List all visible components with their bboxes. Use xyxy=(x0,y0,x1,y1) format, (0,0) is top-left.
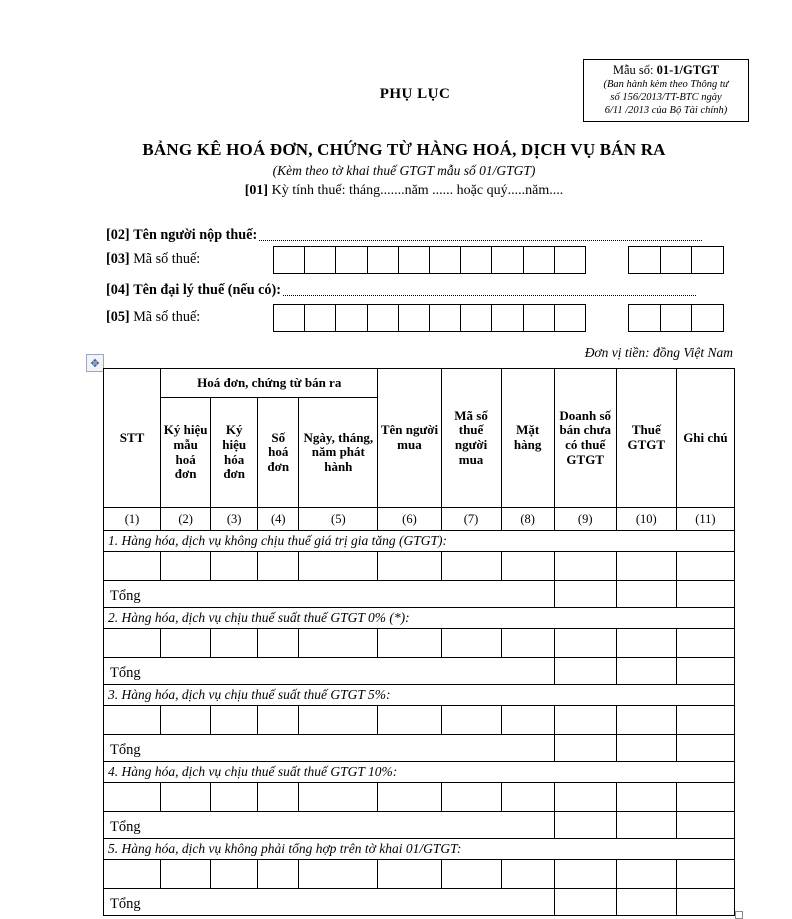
data-cell[interactable] xyxy=(378,706,441,735)
section-title: 1. Hàng hóa, dịch vụ không chịu thuế giá trị gia tăng (GTGT): xyxy=(104,531,735,552)
tax-code-box[interactable] xyxy=(660,304,693,332)
table-row xyxy=(104,860,735,889)
tax-code-1-label: [03] Mã số thuế: xyxy=(106,251,201,267)
data-cell[interactable] xyxy=(676,552,734,581)
column-number-row xyxy=(104,508,735,531)
col-number: (9) xyxy=(554,508,616,531)
data-cell[interactable] xyxy=(554,860,616,889)
data-cell[interactable] xyxy=(501,706,554,735)
form-issued-line-2: số 156/2013/TT-BTC ngày xyxy=(610,92,722,103)
taxpayer-name-label: [02] Tên người nộp thuế: xyxy=(106,227,258,243)
data-cell[interactable] xyxy=(299,629,378,658)
data-cell[interactable] xyxy=(104,552,161,581)
tax-code-box[interactable] xyxy=(660,246,693,274)
section-title: 5. Hàng hóa, dịch vụ không phải tổng hợp trên tờ khai 01/GTGT: xyxy=(104,839,735,860)
form-number-label: Mẫu số: xyxy=(612,63,654,77)
table-row xyxy=(104,783,735,812)
data-cell[interactable] xyxy=(211,706,258,735)
data-cell[interactable] xyxy=(211,629,258,658)
data-cell[interactable] xyxy=(554,783,616,812)
data-cell[interactable] xyxy=(676,706,734,735)
data-cell[interactable] xyxy=(501,629,554,658)
tax-code-box[interactable] xyxy=(523,304,556,332)
tax-code-box[interactable] xyxy=(691,246,724,274)
col-number: (5) xyxy=(299,508,378,531)
tax-code-box[interactable] xyxy=(554,246,587,274)
form-number-code: 01-1/GTGT xyxy=(656,63,720,77)
total-vat-cell[interactable] xyxy=(616,889,676,916)
tax-code-box[interactable] xyxy=(367,246,400,274)
form-issued-line-3: 6/11 /2013 của Bộ Tài chính) xyxy=(604,105,728,116)
col-number: (11) xyxy=(676,508,734,531)
total-row xyxy=(104,735,735,762)
tax-agent-name-label: [04] Tên đại lý thuế (nếu có): xyxy=(106,282,281,298)
table-row xyxy=(104,629,735,658)
data-cell[interactable] xyxy=(104,629,161,658)
data-cell[interactable] xyxy=(104,783,161,812)
tax-period-text: Kỳ tính thuế: tháng.......năm ...... hoặc quý.....năm.... xyxy=(271,183,564,198)
total-vat-cell[interactable] xyxy=(616,735,676,762)
total-revenue-cell[interactable] xyxy=(554,658,616,685)
table-move-handle[interactable] xyxy=(86,354,104,372)
data-cell[interactable] xyxy=(676,783,734,812)
data-cell[interactable] xyxy=(616,552,676,581)
data-cell[interactable] xyxy=(258,860,299,889)
col-header-invoice-group: Hoá đơn, chứng từ bán ra xyxy=(161,369,378,398)
tax-code-2-boxes-main xyxy=(273,304,586,332)
tax-code-box[interactable] xyxy=(335,246,368,274)
data-cell[interactable] xyxy=(161,706,211,735)
col-number: (7) xyxy=(441,508,501,531)
section-title: 4. Hàng hóa, dịch vụ chịu thuế suất thuế GTGT 10%: xyxy=(104,762,735,783)
tax-code-box[interactable] xyxy=(523,246,556,274)
tax-code-box[interactable] xyxy=(367,304,400,332)
col-number: (8) xyxy=(501,508,554,531)
col-header-invoice-number: Số hoá đơn xyxy=(258,398,299,508)
total-revenue-cell[interactable] xyxy=(554,889,616,916)
data-cell[interactable] xyxy=(258,552,299,581)
total-row xyxy=(104,658,735,685)
data-cell[interactable] xyxy=(676,860,734,889)
tax-code-box[interactable] xyxy=(628,304,661,332)
data-cell[interactable] xyxy=(554,706,616,735)
data-cell[interactable] xyxy=(299,706,378,735)
col-header-stt: STT xyxy=(104,369,161,508)
data-cell[interactable] xyxy=(441,706,501,735)
data-cell[interactable] xyxy=(299,552,378,581)
total-note-cell[interactable] xyxy=(676,735,734,762)
tax-code-box[interactable] xyxy=(398,304,431,332)
total-row xyxy=(104,812,735,839)
tax-code-box[interactable] xyxy=(554,304,587,332)
form-issued-line-1: (Ban hành kèm theo Thông tư xyxy=(603,79,729,90)
data-cell[interactable] xyxy=(616,860,676,889)
data-cell[interactable] xyxy=(554,629,616,658)
col-header-vat: Thuế GTGT xyxy=(616,369,676,508)
data-cell[interactable] xyxy=(616,783,676,812)
col-number: (4) xyxy=(258,508,299,531)
appendix-heading: PHỤ LỤC xyxy=(379,86,451,102)
col-header-note: Ghi chú xyxy=(676,369,734,508)
total-note-cell[interactable] xyxy=(676,581,734,608)
data-cell[interactable] xyxy=(441,552,501,581)
total-row xyxy=(104,889,735,916)
data-cell[interactable] xyxy=(161,552,211,581)
tax-period-index: [01] xyxy=(244,183,269,198)
col-number: (2) xyxy=(161,508,211,531)
data-cell[interactable] xyxy=(616,706,676,735)
data-cell[interactable] xyxy=(161,783,211,812)
tax-code-box[interactable] xyxy=(460,246,493,274)
table-row xyxy=(104,706,735,735)
data-cell[interactable] xyxy=(211,860,258,889)
data-cell[interactable] xyxy=(378,783,441,812)
tax-code-box[interactable] xyxy=(335,304,368,332)
data-cell[interactable] xyxy=(501,783,554,812)
data-cell[interactable] xyxy=(676,629,734,658)
data-cell[interactable] xyxy=(211,783,258,812)
tax-code-box[interactable] xyxy=(304,246,337,274)
data-cell[interactable] xyxy=(378,860,441,889)
section-title: 2. Hàng hóa, dịch vụ chịu thuế suất thuế GTGT 0% (*): xyxy=(104,608,735,629)
data-cell[interactable] xyxy=(211,552,258,581)
total-revenue-cell[interactable] xyxy=(554,735,616,762)
col-header-template-symbol: Ký hiệu mẫu hoá đơn xyxy=(161,398,211,508)
col-number: (10) xyxy=(616,508,676,531)
tax-code-box[interactable] xyxy=(398,246,431,274)
data-cell[interactable] xyxy=(378,552,441,581)
total-note-cell[interactable] xyxy=(676,889,734,916)
move-arrows-icon: ✥ xyxy=(90,356,100,370)
total-label: Tổng xyxy=(104,658,555,685)
page-subtitle: (Kèm theo tờ khai thuế GTGT mẫu số 01/GTGT) xyxy=(272,163,536,178)
tax-code-box[interactable] xyxy=(491,304,524,332)
data-cell[interactable] xyxy=(161,629,211,658)
data-cell[interactable] xyxy=(258,706,299,735)
tax-code-1-boxes-main xyxy=(273,246,586,274)
total-row xyxy=(104,581,735,608)
form-number-line xyxy=(586,63,746,78)
col-number: (6) xyxy=(378,508,441,531)
data-cell[interactable] xyxy=(441,860,501,889)
tax-code-box[interactable] xyxy=(628,246,661,274)
col-number: (1) xyxy=(104,508,161,531)
total-label: Tổng xyxy=(104,735,555,762)
total-label: Tổng xyxy=(104,812,555,839)
total-note-cell[interactable] xyxy=(676,658,734,685)
tax-code-box[interactable] xyxy=(273,304,306,332)
tax-period-line xyxy=(0,183,792,199)
tax-agent-name-row xyxy=(106,282,696,299)
data-cell[interactable] xyxy=(161,860,211,889)
data-cell[interactable] xyxy=(299,860,378,889)
tax-code-box[interactable] xyxy=(429,246,462,274)
currency-note: Đơn vị tiền: đồng Việt Nam xyxy=(584,345,733,360)
taxpayer-name-row xyxy=(106,227,702,244)
data-cell[interactable] xyxy=(299,783,378,812)
data-cell[interactable] xyxy=(616,629,676,658)
data-cell[interactable] xyxy=(258,629,299,658)
data-cell[interactable] xyxy=(378,629,441,658)
table-resize-handle[interactable] xyxy=(735,911,743,919)
data-cell[interactable] xyxy=(104,860,161,889)
tax-code-box[interactable] xyxy=(491,246,524,274)
tax-code-box[interactable] xyxy=(304,304,337,332)
section-title: 3. Hàng hóa, dịch vụ chịu thuế suất thuế GTGT 5%: xyxy=(104,685,735,706)
total-note-cell[interactable] xyxy=(676,812,734,839)
total-vat-cell[interactable] xyxy=(616,581,676,608)
total-revenue-cell[interactable] xyxy=(554,812,616,839)
tax-code-2-boxes-suffix xyxy=(628,304,724,332)
col-header-buyer-name: Tên người mua xyxy=(378,369,441,508)
data-cell[interactable] xyxy=(441,629,501,658)
tax-code-box[interactable] xyxy=(273,246,306,274)
title-block xyxy=(0,140,792,199)
total-vat-cell[interactable] xyxy=(616,658,676,685)
total-label: Tổng xyxy=(104,581,555,608)
col-header-issue-date: Ngày, tháng, năm phát hành xyxy=(299,398,378,508)
tax-code-2-label: [05] Mã số thuế: xyxy=(106,309,201,325)
data-cell[interactable] xyxy=(501,552,554,581)
taxpayer-name-input[interactable] xyxy=(259,228,702,241)
tax-agent-name-input[interactable] xyxy=(283,283,696,296)
data-cell[interactable] xyxy=(441,783,501,812)
page-title: BẢNG KÊ HOÁ ĐƠN, CHỨNG TỪ HÀNG HOÁ, DỊCH VỤ BÁN RA xyxy=(142,140,666,159)
data-cell[interactable] xyxy=(258,783,299,812)
data-cell[interactable] xyxy=(104,706,161,735)
col-header-invoice-symbol: Ký hiệu hóa đơn xyxy=(211,398,258,508)
invoice-table xyxy=(103,368,735,916)
tax-code-box[interactable] xyxy=(460,304,493,332)
col-header-goods: Mặt hàng xyxy=(501,369,554,508)
total-label: Tổng xyxy=(104,889,555,916)
col-number: (3) xyxy=(211,508,258,531)
tax-code-box[interactable] xyxy=(429,304,462,332)
col-header-buyer-tax-code: Mã số thuế người mua xyxy=(441,369,501,508)
total-vat-cell[interactable] xyxy=(616,812,676,839)
col-header-revenue: Doanh số bán chưa có thuế GTGT xyxy=(554,369,616,508)
tax-code-box[interactable] xyxy=(691,304,724,332)
data-cell[interactable] xyxy=(501,860,554,889)
tax-code-1-boxes-suffix xyxy=(628,246,724,274)
total-revenue-cell[interactable] xyxy=(554,581,616,608)
data-cell[interactable] xyxy=(554,552,616,581)
table-row xyxy=(104,552,735,581)
